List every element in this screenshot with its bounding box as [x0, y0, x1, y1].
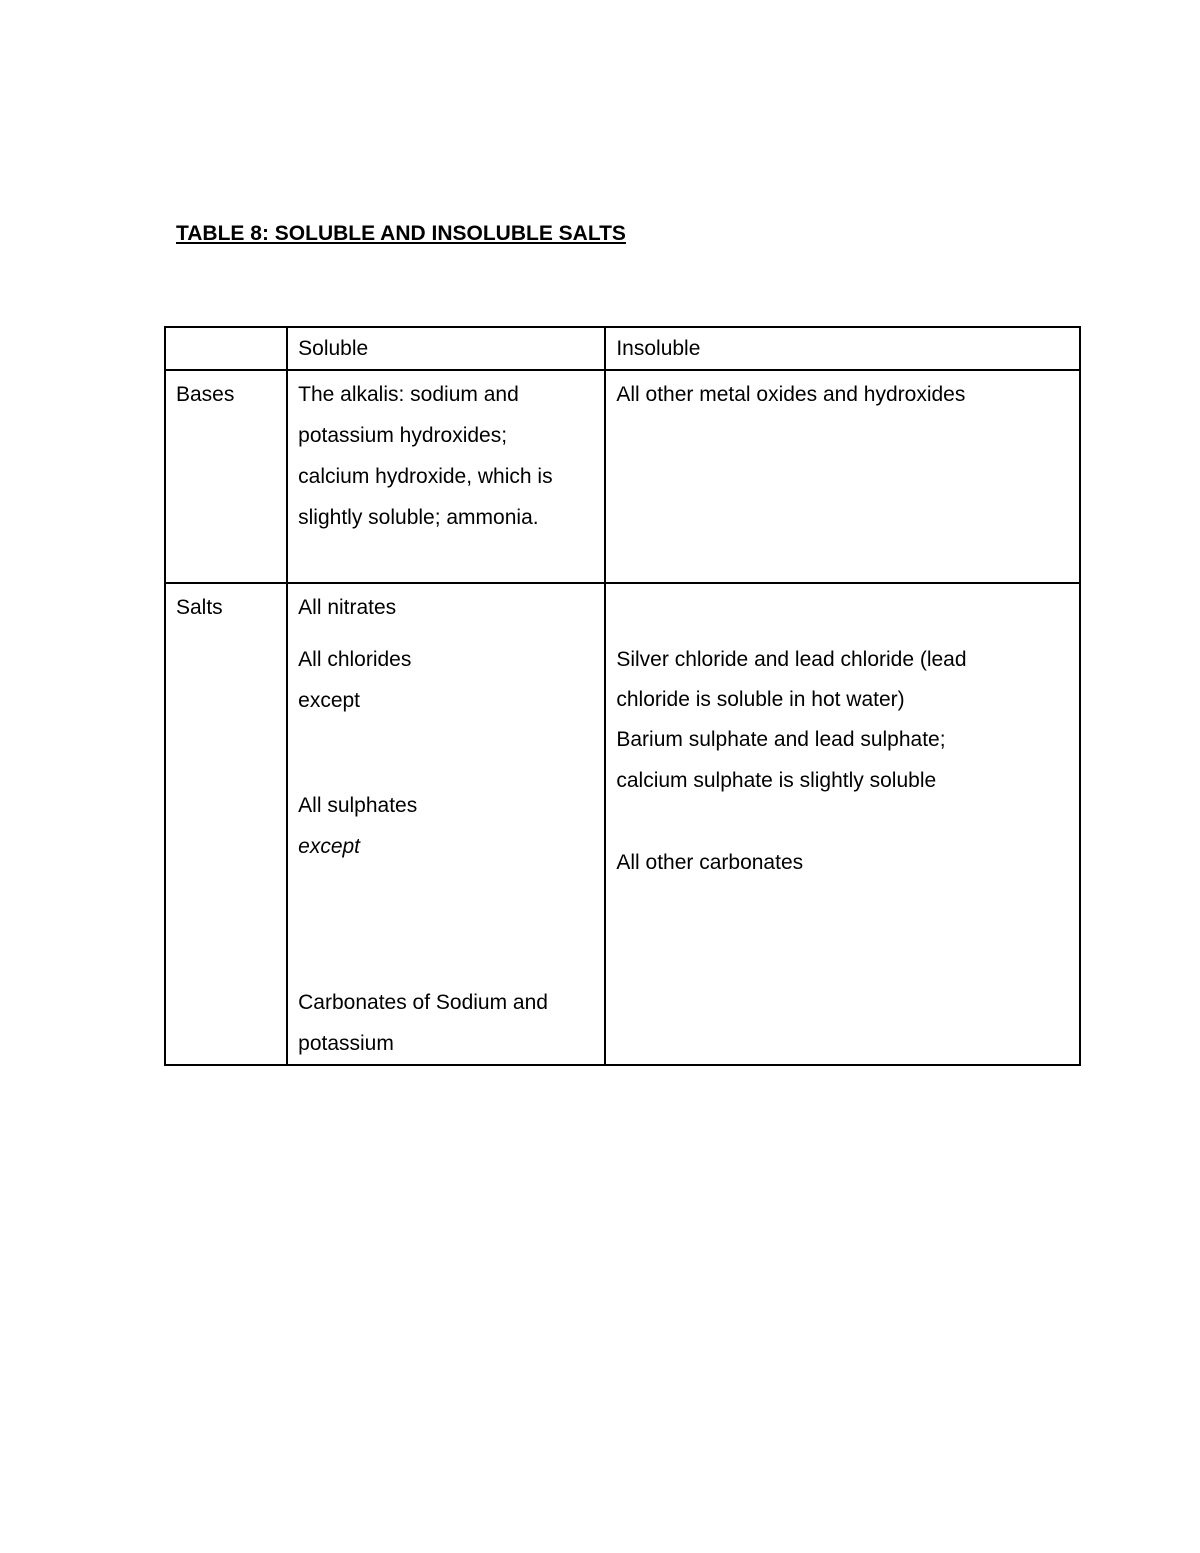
header-insoluble-label: Insoluble	[616, 337, 701, 360]
bases-insoluble-cell	[605, 370, 1080, 583]
table-row-bases	[165, 370, 1080, 583]
bases-soluble-line: The alkalis: sodium and	[298, 383, 519, 406]
insoluble-sulphates-line: Barium sulphate and lead sulphate;	[616, 728, 946, 751]
bases-label-cell	[165, 370, 287, 583]
salts-label: Salts	[176, 596, 223, 619]
soluble-chlorides: All chlorides	[298, 648, 412, 671]
bases-soluble-cell	[287, 370, 605, 583]
soluble-sulphates: All sulphates	[298, 794, 418, 817]
insoluble-chlorides-line: chloride is soluble in hot water)	[616, 688, 905, 711]
salts-soluble-cell	[287, 583, 605, 1065]
bases-soluble-line: potassium hydroxides;	[298, 424, 508, 447]
insoluble-sulphates-line: calcium sulphate is slightly soluble	[616, 769, 937, 792]
insoluble-chlorides-line: Silver chloride and lead chloride (lead	[616, 648, 967, 671]
solubility-table	[164, 326, 1081, 1066]
salts-insoluble-cell	[605, 583, 1080, 1065]
salts-label-cell	[165, 583, 287, 1065]
table-row-salts	[165, 583, 1080, 1065]
soluble-sulphates-except: except	[298, 835, 361, 858]
soluble-carbonates-line: Carbonates of Sodium and	[298, 991, 548, 1014]
bases-soluble-line: calcium hydroxide, which is	[298, 465, 553, 488]
insoluble-carbonates: All other carbonates	[616, 851, 804, 874]
bases-label: Bases	[176, 383, 235, 406]
soluble-carbonates-line: potassium	[298, 1032, 394, 1055]
header-soluble-label: Soluble	[298, 337, 369, 360]
header-cell-insoluble	[605, 327, 1080, 370]
table-header-row	[165, 327, 1080, 370]
header-cell-soluble	[287, 327, 605, 370]
bases-insoluble-text: All other metal oxides and hydroxides	[616, 383, 966, 406]
page-title: TABLE 8: SOLUBLE AND INSOLUBLE SALTS	[176, 222, 626, 245]
header-cell-empty	[165, 327, 287, 370]
soluble-nitrates: All nitrates	[298, 596, 397, 619]
bases-soluble-line: slightly soluble; ammonia.	[298, 506, 539, 529]
soluble-chlorides-except: except	[298, 689, 361, 712]
